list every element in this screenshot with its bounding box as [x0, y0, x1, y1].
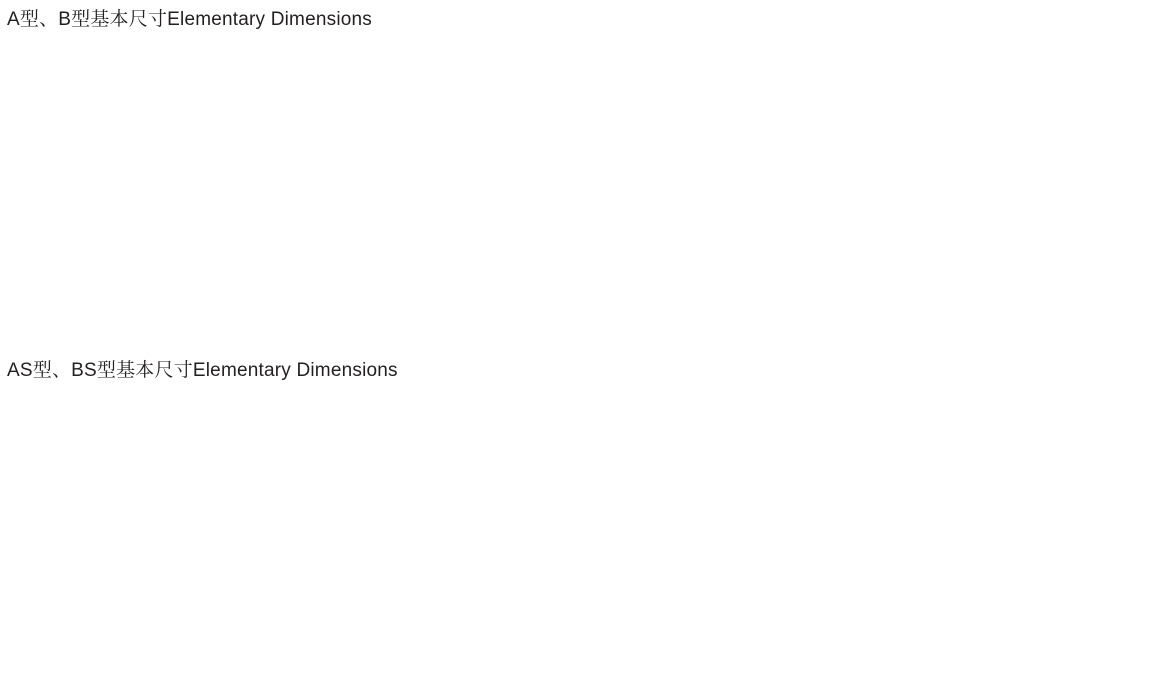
- table-1-title: A型、B型基本尺寸Elementary Dimensions: [7, 9, 372, 30]
- table-2-title: AS型、BS型基本尺寸Elementary Dimensions: [7, 360, 398, 381]
